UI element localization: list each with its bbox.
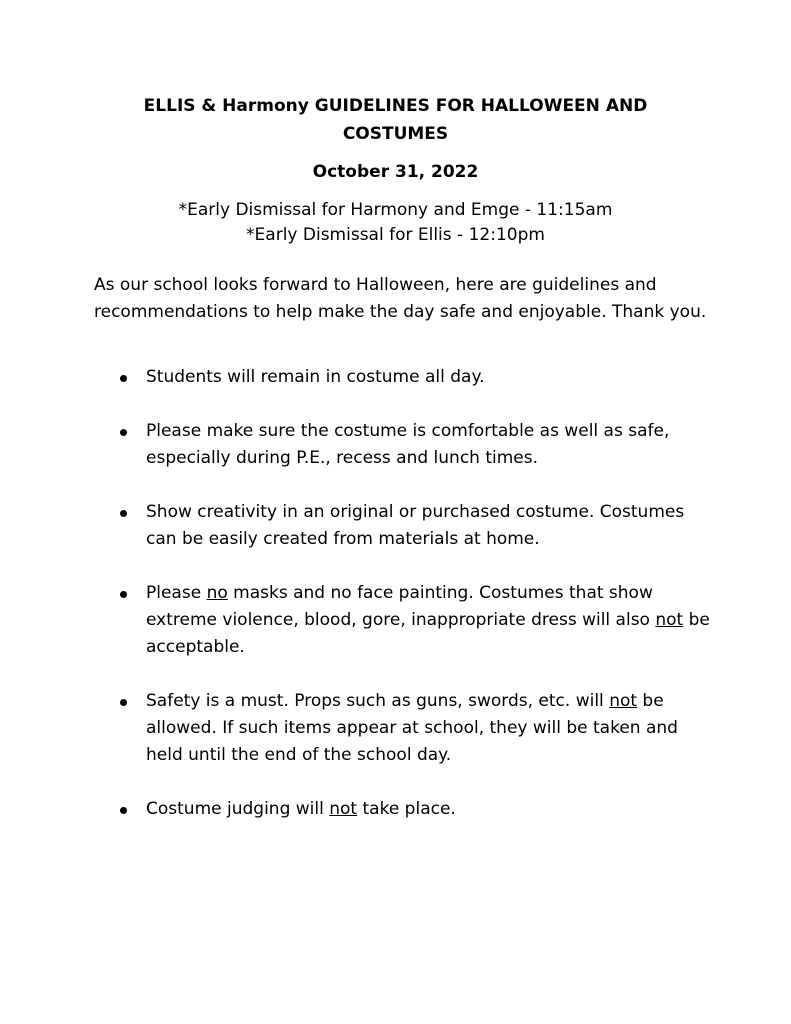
list-item	[120, 688, 720, 769]
guideline-text-part: Safety is a must. Props such as guns, swords, etc. will	[146, 691, 610, 711]
underlined-word: not	[655, 610, 684, 630]
list-item	[120, 499, 720, 553]
bullet-icon	[120, 591, 127, 598]
list-item	[120, 580, 720, 661]
dismissal-notes	[0, 198, 791, 248]
list-item	[120, 418, 720, 472]
list-item	[120, 796, 720, 823]
bullet-icon	[120, 699, 127, 706]
guideline-text-part: take place.	[357, 799, 456, 819]
guideline-text: Please make sure the costume is comfortable as well as safe, especially during P.E., recess and lunch times.	[146, 421, 670, 468]
list-item	[120, 364, 720, 391]
bullet-icon	[120, 807, 127, 814]
guidelines-list	[120, 364, 720, 823]
guideline-text-part: Costume judging will	[146, 799, 330, 819]
document-title: ELLIS & Harmony GUIDELINES FOR HALLOWEEN AND COSTUMES	[143, 96, 648, 144]
dismissal-ellis: *Early Dismissal for Ellis - 12:10pm	[246, 225, 545, 245]
underlined-word: not	[609, 691, 638, 711]
guideline-text-part: masks and no face painting. Costumes that show extreme violence, blood, gore, inappropriate dress will also	[146, 583, 656, 630]
bullet-icon	[120, 429, 127, 436]
bullet-icon	[120, 375, 127, 382]
underlined-word: no	[206, 583, 228, 603]
guideline-text-part: be acceptable.	[146, 610, 710, 657]
intro-paragraph: As our school looks forward to Halloween, here are guidelines and recommendations to help make the day safe and enjoyable. Thank you.	[94, 275, 707, 322]
underlined-word: not	[329, 799, 358, 819]
bullet-icon	[120, 510, 127, 517]
guideline-text-part: Please	[146, 583, 207, 603]
guideline-text-part: be allowed. If such items appear at school, they will be taken and held until the end of the school day.	[146, 691, 678, 765]
guideline-text: Show creativity in an original or purchased costume. Costumes can be easily created from materials at home.	[146, 502, 685, 549]
document-date: October 31, 2022	[312, 162, 479, 182]
guideline-text: Students will remain in costume all day.	[146, 367, 485, 387]
dismissal-harmony-emge: *Early Dismissal for Harmony and Emge - 11:15am	[178, 200, 613, 220]
